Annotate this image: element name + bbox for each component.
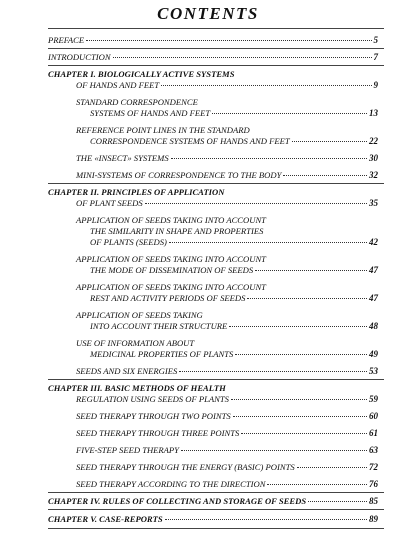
dot-leader [233,416,367,417]
page-number: 61 [369,428,378,438]
chapter-iii-heading[interactable]: CHAPTER III. BASIC METHODS OF HEALTH [48,383,226,393]
page-number: 72 [369,462,378,472]
toc-label: INTO ACCOUNT THEIR STRUCTURE [90,321,228,331]
dot-leader [229,326,367,327]
dot-leader [169,242,367,243]
page-number: 59 [369,394,378,404]
page-number: 30 [369,153,378,163]
toc-entry-chapter-v[interactable] [48,514,378,525]
page-number: 49 [369,349,378,359]
dot-leader [297,467,367,468]
toc-label: CORRESPONDENCE SYSTEMS OF HANDS AND FEET [90,136,290,146]
toc-label: CHAPTER IV. RULES OF COLLECTING AND STORAGE OF SEEDS [48,496,307,506]
toc-entry-direction[interactable] [76,479,378,490]
toc-label: PREFACE [48,35,85,45]
section-divider [48,379,384,380]
toc-entry-two-points[interactable] [76,411,378,422]
toc-entry-reference-point-lines[interactable] [90,136,378,147]
toc-entry-five-step[interactable] [76,445,378,456]
dot-leader [113,57,372,58]
page-number: 13 [369,108,378,118]
page-number: 85 [369,496,378,506]
dot-leader [308,501,367,502]
toc-label-line[interactable]: APPLICATION OF SEEDS TAKING INTO ACCOUNT [76,282,266,292]
page-number: 63 [369,445,378,455]
toc-label: REST AND ACTIVITY PERIODS OF SEEDS [90,293,246,303]
toc-label: SYSTEMS OF HANDS AND FEET [90,108,211,118]
toc-label: OF PLANT SEEDS [76,198,143,208]
dot-leader [267,484,367,485]
toc-entry-chapter-iii[interactable] [76,394,378,405]
dot-leader [231,399,367,400]
toc-entry-insect-systems[interactable] [76,153,378,164]
page-number: 7 [373,52,378,62]
page-number: 22 [369,136,378,146]
dot-leader [179,371,367,372]
page-number: 60 [369,411,378,421]
toc-entry-preface[interactable] [48,35,378,46]
toc-label-line[interactable]: USE OF INFORMATION ABOUT [76,338,195,348]
page-number: 48 [369,321,378,331]
section-divider [48,509,384,510]
toc-entry-chapter-ii[interactable] [76,198,378,209]
page-number: 47 [369,265,378,275]
page-number: 42 [369,237,378,247]
section-divider [48,183,384,184]
toc-label: THE «INSECT» SYSTEMS [76,153,169,163]
toc-entry-seeds-similarity[interactable] [90,237,378,248]
toc-entry-mini-systems[interactable] [76,170,378,181]
page-number: 35 [369,198,378,208]
toc-label: MEDICINAL PROPERTIES OF PLANTS [90,349,234,359]
toc-entry-seeds-dissemination[interactable] [90,265,378,276]
toc-entry-medicinal-properties[interactable] [90,349,378,360]
dot-leader [255,270,367,271]
page-number: 47 [369,293,378,303]
dot-leader [171,158,367,159]
toc-label: SEED THERAPY THROUGH THREE POINTS [76,428,240,438]
dot-leader [292,141,367,142]
toc-entry-seeds-structure[interactable] [90,321,378,332]
toc-label: CHAPTER V. CASE-REPORTS [48,514,163,524]
dot-leader [235,354,367,355]
toc-label-line[interactable]: THE SIMILARITY IN SHAPE AND PROPERTIES [90,226,264,236]
section-divider [48,492,384,493]
dot-leader [161,85,371,86]
page-title: CONTENTS [157,4,259,23]
toc-label-line[interactable]: APPLICATION OF SEEDS TAKING INTO ACCOUNT [76,215,266,225]
page-number: 9 [373,80,378,90]
page-number: 53 [369,366,378,376]
toc-label: SEED THERAPY THROUGH THE ENERGY (BASIC) POINTS [76,462,295,472]
toc-label: OF HANDS AND FEET [76,80,160,90]
toc-label: SEEDS AND SIX ENERGIES [76,366,178,376]
dot-leader [247,298,367,299]
chapter-ii-heading[interactable]: CHAPTER II. PRINCIPLES OF APPLICATION [48,187,225,197]
dot-leader [212,113,367,114]
toc-entry-chapter-iv[interactable] [48,496,378,507]
toc-label-line[interactable]: STANDARD CORRESPONDENCE [76,97,198,107]
toc-label: SEED THERAPY THROUGH TWO POINTS [76,411,231,421]
toc-label: INTRODUCTION [48,52,111,62]
toc-label: SEED THERAPY ACCORDING TO THE DIRECTION [76,479,266,489]
section-divider [48,528,384,529]
section-divider [48,48,384,49]
toc-entry-six-energies[interactable] [76,366,378,377]
toc-label-line[interactable]: APPLICATION OF SEEDS TAKING [76,310,203,320]
dot-leader [181,450,367,451]
page-number: 76 [369,479,378,489]
chapter-i-heading[interactable]: CHAPTER I. BIOLOGICALLY ACTIVE SYSTEMS [48,69,235,79]
toc-entry-chapter-i[interactable] [76,80,378,91]
toc-label-line[interactable]: APPLICATION OF SEEDS TAKING INTO ACCOUNT [76,254,266,264]
page-number: 32 [369,170,378,180]
dot-leader [165,519,367,520]
dot-leader [145,203,367,204]
toc-label: OF PLANTS (SEEDS) [90,237,167,247]
toc-entry-energy-points[interactable] [76,462,378,473]
dot-leader [241,433,367,434]
toc-label-line[interactable]: REFERENCE POINT LINES IN THE STANDARD [76,125,250,135]
toc-label: FIVE-STEP SEED THERAPY [76,445,179,455]
toc-label: THE MODE OF DISSEMINATION OF SEEDS [90,265,254,275]
toc-entry-standard-correspondence[interactable] [90,108,378,119]
toc-entry-introduction[interactable] [48,52,378,63]
page-number: 5 [373,35,378,45]
section-divider [48,65,384,66]
toc-label: REGULATION USING SEEDS OF PLANTS [76,394,229,404]
dot-leader [86,40,371,41]
toc-entry-seeds-rest-activity[interactable] [90,293,378,304]
toc-label: MINI-SYSTEMS OF CORRESPONDENCE TO THE BODY [76,170,282,180]
page-number: 89 [369,514,378,524]
toc-entry-three-points[interactable] [76,428,378,439]
dot-leader [283,175,367,176]
